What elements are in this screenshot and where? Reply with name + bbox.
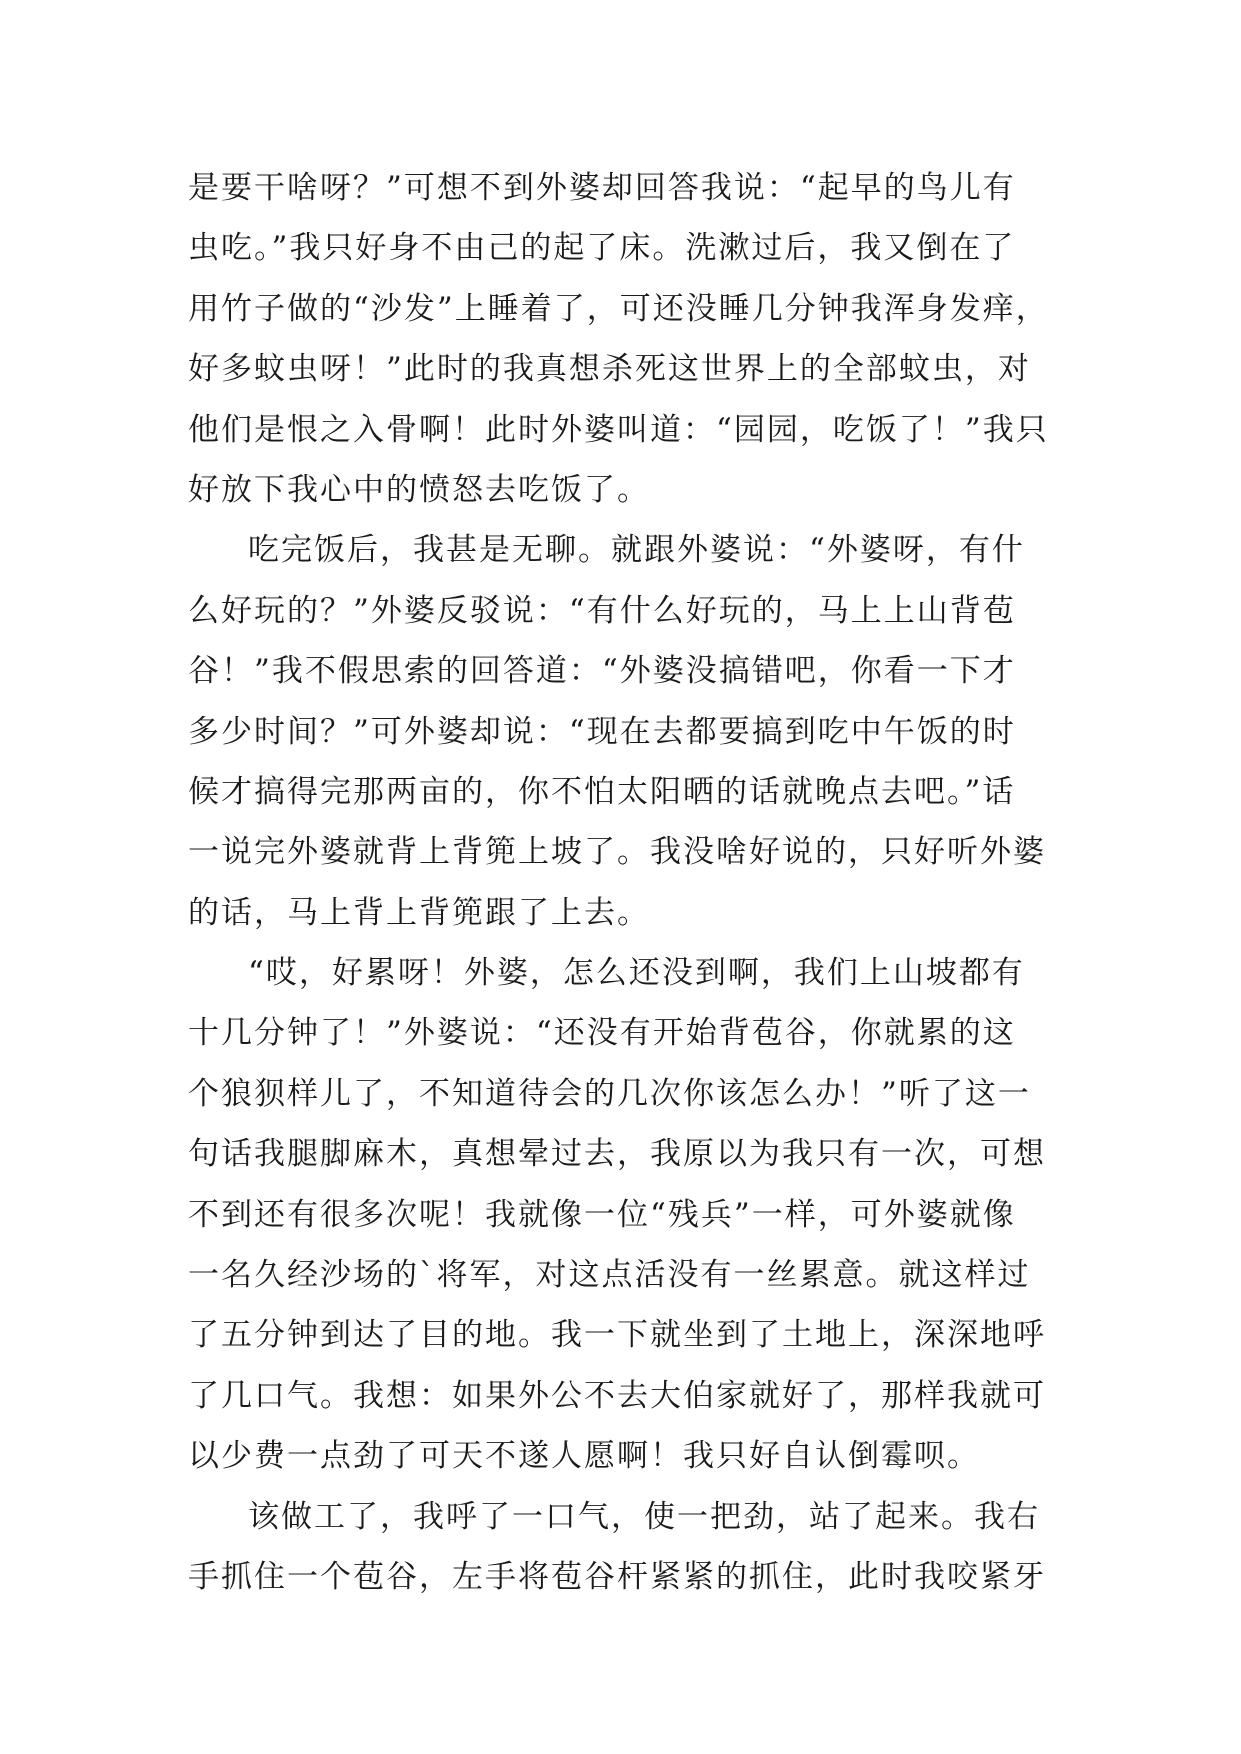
text-line: 以少费一点劲了可天不遂人愿啊！我只好自认倒霉呗。 [188,1438,980,1475]
body-text [188,158,1060,1607]
text-line: 好多蚊虫呀！”此时的我真想杀死这世界上的全部蚊虫，对 [188,351,1031,388]
text-line: 句话我腿脚麻木，真想晕过去，我原以为我只有一次，可想 [188,1136,1046,1173]
text-line: 十几分钟了！”外婆说：“还没有开始背苞谷，你就累的这 [188,1015,1016,1052]
text-line: 的话，马上背上背篼跟了上去。 [188,894,650,931]
text-line: 么好玩的？”外婆反驳说：“有什么好玩的，马上上山背苞 [188,592,1016,629]
paragraph-start-line: “哎，好累呀！外婆，怎么还没到啊，我们上山坡都有 [248,955,1025,992]
paragraph-start-line: 吃完饭后，我甚是无聊。就跟外婆说：“外婆呀，有什 [248,532,1025,569]
text-line: 手抓住一个苞谷，左手将苞谷杆紧紧的抓住，此时我咬紧牙 [188,1558,1046,1595]
text-line: 虫吃。”我只好身不由己的起了床。洗漱过后，我又倒在了 [188,230,1016,267]
text-line: 候才搞得完那两亩的，你不怕太阳晒的话就晚点去吧。”话 [188,773,1016,810]
text-line: 他们是恨之入骨啊！此时外婆叫道：“园园，吃饭了！”我只 [188,411,1049,448]
paragraph-start-line: 该做工了，我呼了一口气，使一把劲，站了起来。我右 [248,1498,1040,1535]
text-line: 是要干啥呀？”可想不到外婆却回答我说：“起早的鸟儿有 [188,170,1016,206]
text-line: 谷！”我不假思索的回答道：“外婆没搞错吧，你看一下才 [188,653,1016,690]
text-line: 个狼狈样儿了，不知道待会的几次你该怎么办！”听了这一 [188,1075,1031,1112]
text-line: 一说完外婆就背上背篼上坡了。我没啥好说的，只好听外婆 [188,834,1046,871]
text-line: 多少时间？”可外婆却说：“现在去都要搞到吃中午饭的时 [188,713,1016,750]
text-line: 了五分钟到达了目的地。我一下就坐到了土地上，深深地呼 [188,1317,1046,1354]
text-line: 一名久经沙场的`将军，对这点活没有一丝累意。就这样过 [188,1257,1031,1294]
text-line: 用竹子做的“沙发”上睡着了，可还没睡几分钟我浑身发痒， [188,290,1049,327]
text-line: 了几口气。我想：如果外公不去大伯家就好了，那样我就可 [188,1377,1046,1414]
text-line: 不到还有很多次呢！我就像一位“残兵”一样，可外婆就像 [188,1196,1016,1233]
text-line: 好放下我心中的愤怒去吃饭了。 [188,471,650,508]
